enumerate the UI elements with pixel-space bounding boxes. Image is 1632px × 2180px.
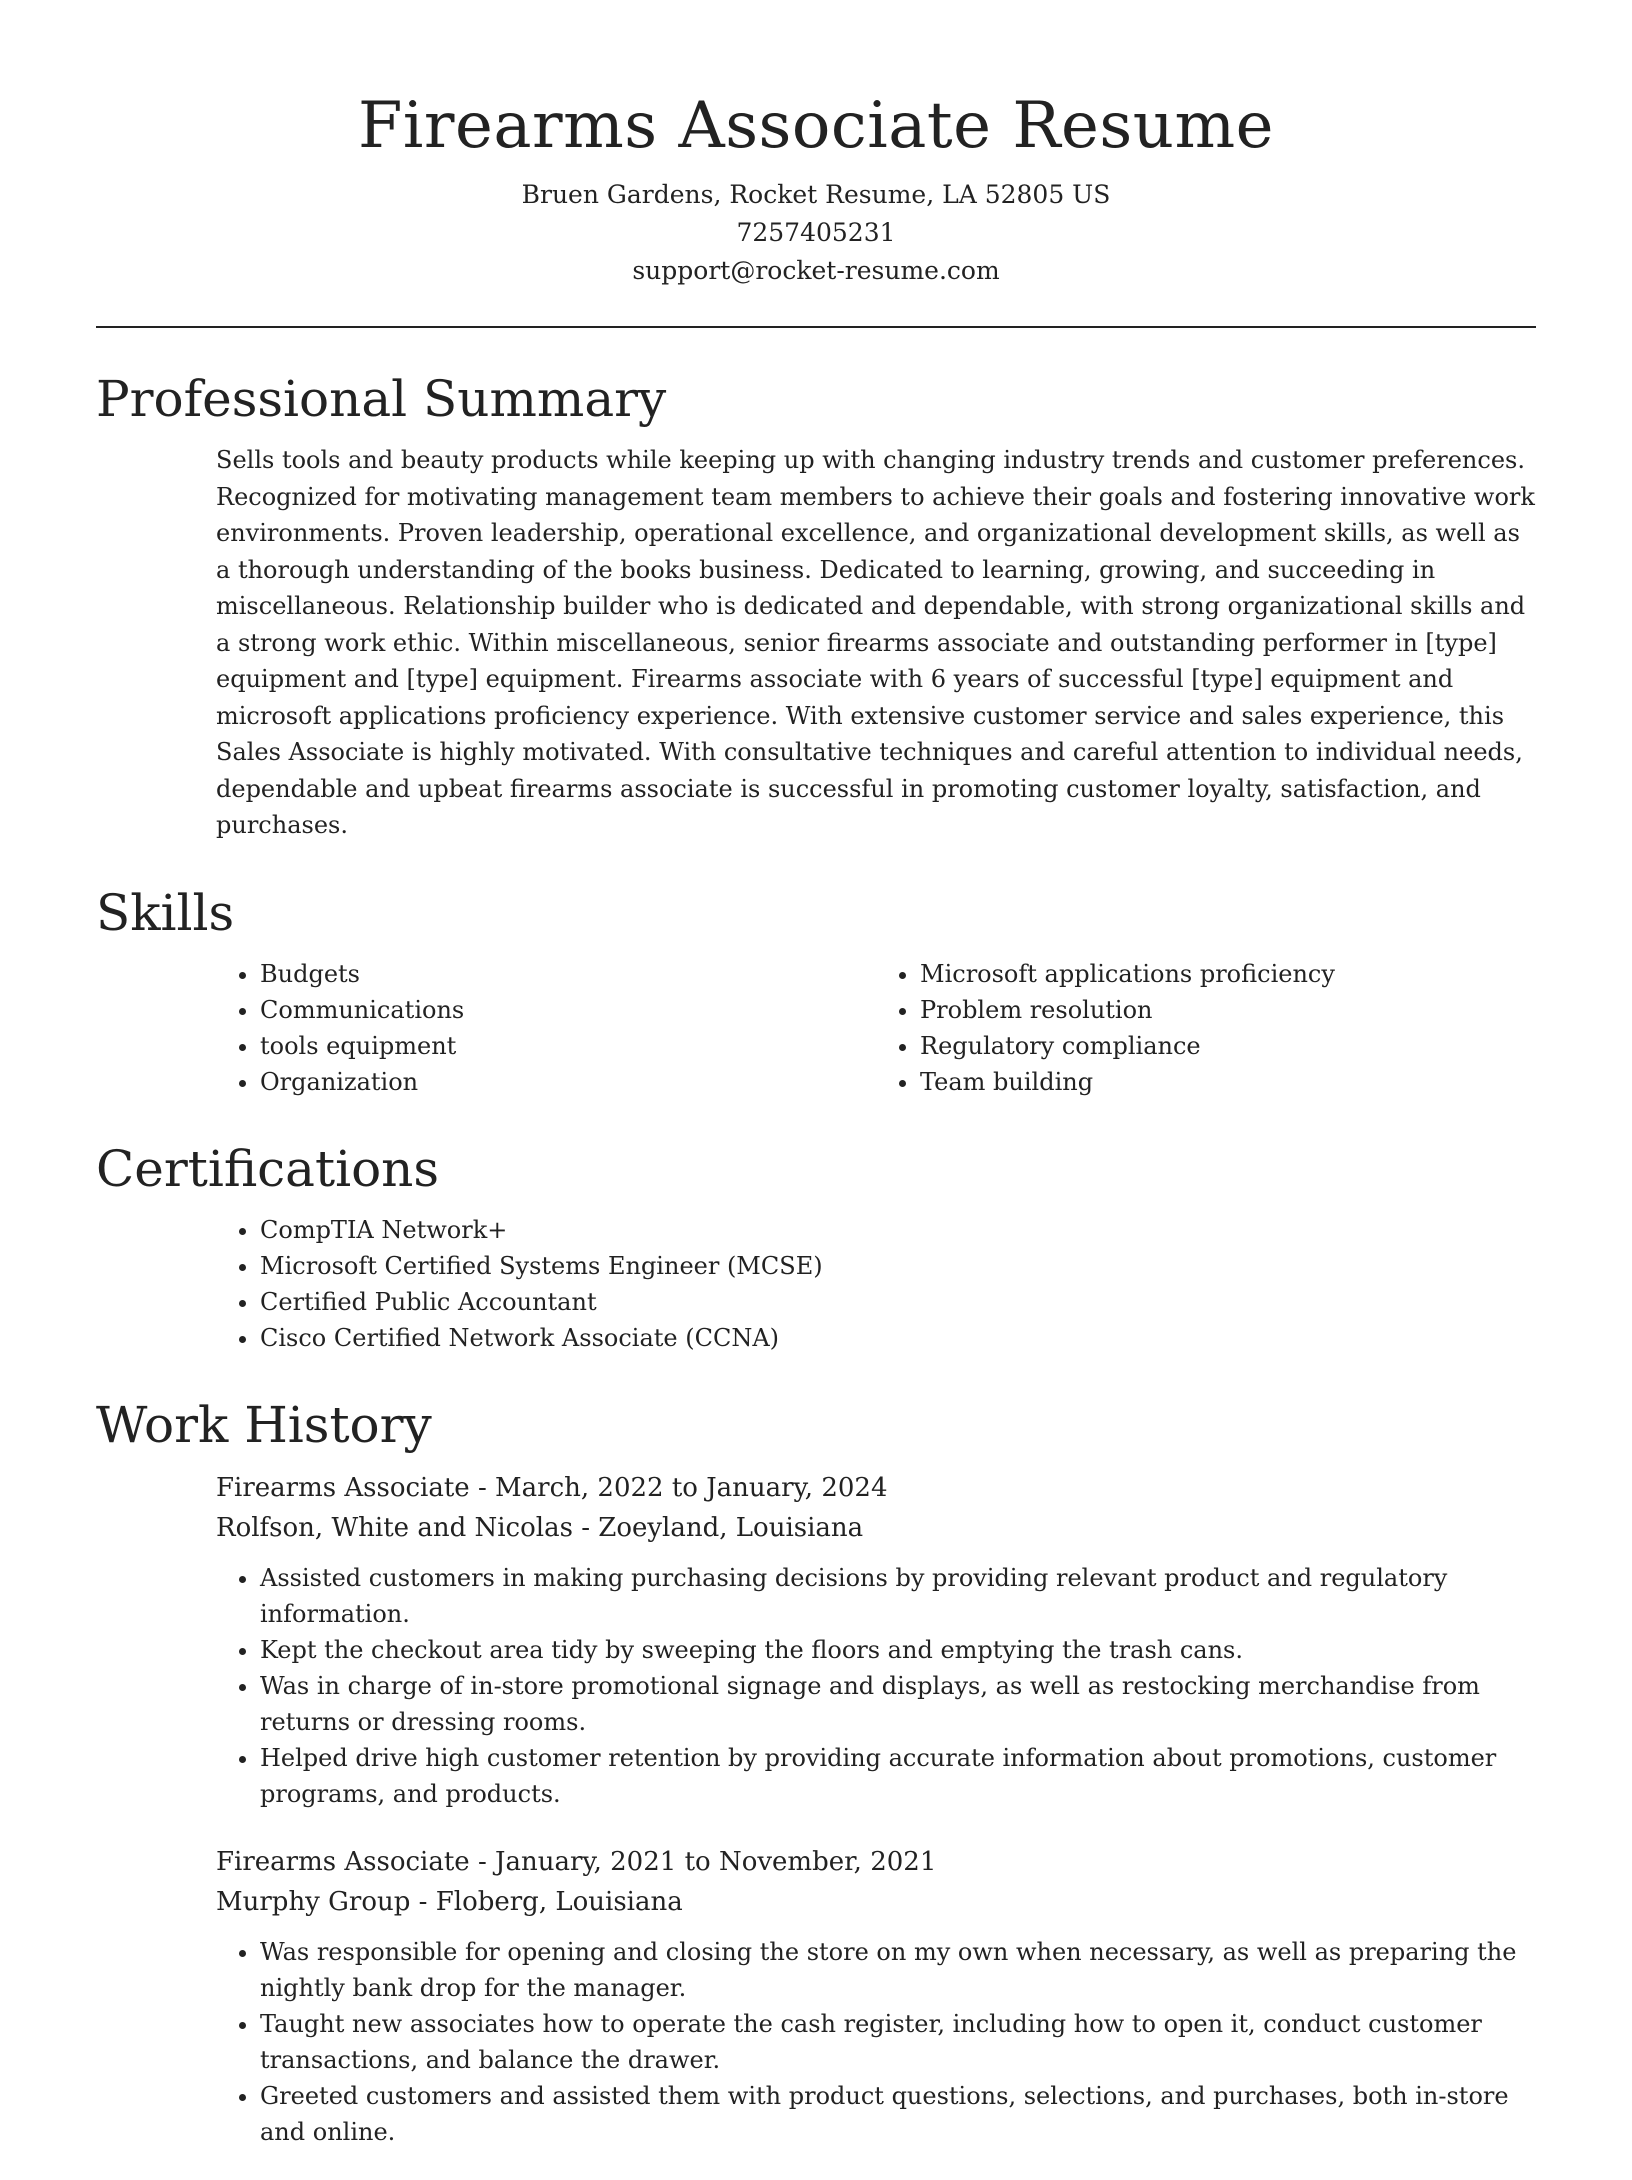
job-entry — [216, 1842, 1536, 2150]
skill-item: • Problem resolution — [920, 992, 1536, 1028]
skill-item: • tools equipment — [260, 1028, 876, 1064]
separator: - — [418, 1886, 436, 1917]
job-company-line — [216, 1882, 1536, 1922]
job-duty-item: • Assisted customers in making purchasing decisions by providing relevant product and regulatory information. — [260, 1560, 1536, 1632]
contact-phone: 7257405231 — [736, 218, 896, 247]
job-title-line — [216, 1842, 1536, 1882]
resume-header — [96, 0, 1536, 290]
company-name: Rolfson, White and Nicolas — [216, 1512, 573, 1543]
job-title: Firearms Associate — [216, 1846, 470, 1877]
skill-item: • Organization — [260, 1064, 876, 1100]
job-duty-item: • Helped drive high customer retention by providing accurate information about promotions, customer programs, and products. — [260, 1740, 1536, 1812]
skill-item: • Communications — [260, 992, 876, 1028]
job-duty-item: • Kept the checkout area tidy by sweeping the floors and emptying the trash cans. — [260, 1632, 1536, 1668]
certification-item: • CompTIA Network+ — [260, 1212, 1536, 1248]
summary-section — [216, 442, 1536, 844]
job-company-line — [216, 1508, 1536, 1548]
skill-item: • Budgets — [260, 956, 876, 992]
job-duty-item: • Was in charge of in-store promotional signage and displays, as well as restocking merchandise from returns or dressing rooms. — [260, 1668, 1536, 1740]
job-entry — [216, 1468, 1536, 1812]
skill-item: • Team building — [920, 1064, 1536, 1100]
contact-address: Bruen Gardens, Rocket Resume, LA 52805 US — [521, 180, 1111, 209]
contact-email: support@rocket-resume.com — [632, 256, 1000, 285]
certifications-list — [216, 1212, 1536, 1356]
section-title-summary: Professional Summary — [96, 370, 667, 428]
job-location: Zoeyland, Louisiana — [598, 1512, 864, 1543]
job-duties-list — [216, 1934, 1536, 2150]
job-duties-list — [216, 1560, 1536, 1812]
job-location: Floberg, Louisiana — [435, 1886, 683, 1917]
summary-text: Sells tools and beauty products while keeping up with changing industry trends and customer preferences. Recognized for motivating management team members to achieve their goals and fostering innovative work environments. Proven leadership, operational excellence, and organizational development skills, as well as a thorough understanding of the books business. Dedicated to learning, growing, and succeeding in miscellaneous. Relationship builder who is dedicated and dependable, with strong organizational skills and a strong work ethic. Within miscellaneous, senior firearms associate and outstanding performer in [type] equipment and [type] equipment. Firearms associate with 6 years of successful [type] equipment and microsoft applications proficiency experience. With extensive customer service and sales experience, this Sales Associate is highly motivated. With consultative techniques and careful attention to individual needs, dependable and upbeat firearms associate is successful in promoting customer loyalty, satisfaction, and purchases. — [216, 446, 1535, 839]
work-history-section — [216, 1468, 1536, 2150]
certification-item: • Cisco Certified Network Associate (CCNA) — [260, 1320, 1536, 1356]
skill-item: • Regulatory compliance — [920, 1028, 1536, 1064]
header-divider — [96, 326, 1536, 328]
job-duty-item: • Taught new associates how to operate the cash register, including how to open it, conduct customer transactions, and balance the drawer. — [260, 2006, 1536, 2078]
job-dates: January, 2021 to November, 2021 — [495, 1846, 937, 1877]
skills-section — [216, 956, 1536, 1100]
job-title-line — [216, 1468, 1536, 1508]
certifications-section — [216, 1212, 1536, 1356]
resume-title: Firearms Associate Resume — [358, 89, 1274, 163]
skills-list-left — [216, 956, 876, 1100]
separator: - — [477, 1846, 496, 1877]
separator: - — [581, 1512, 599, 1543]
separator: - — [477, 1472, 496, 1503]
contact-block — [96, 176, 1536, 290]
job-duty-item: • Was responsible for opening and closing the store on my own when necessary, as well as preparing the nightly bank drop for the manager. — [260, 1934, 1536, 2006]
job-dates: March, 2022 to January, 2024 — [495, 1472, 888, 1503]
skill-item: • Microsoft applications proficiency — [920, 956, 1536, 992]
section-title-work-history: Work History — [96, 1395, 432, 1454]
resume-page — [96, 0, 1536, 2180]
certification-item: • Certified Public Accountant — [260, 1284, 1536, 1320]
job-title: Firearms Associate — [216, 1472, 470, 1503]
company-name: Murphy Group — [216, 1886, 411, 1917]
job-duty-item: • Greeted customers and assisted them with product questions, selections, and purchases, both in-store and online. — [260, 2078, 1536, 2150]
skills-list-right — [876, 956, 1536, 1100]
section-title-skills: Skills — [96, 883, 235, 942]
certification-item: • Microsoft Certified Systems Engineer (MCSE) — [260, 1248, 1536, 1284]
section-title-certifications: Certifications — [96, 1139, 440, 1198]
